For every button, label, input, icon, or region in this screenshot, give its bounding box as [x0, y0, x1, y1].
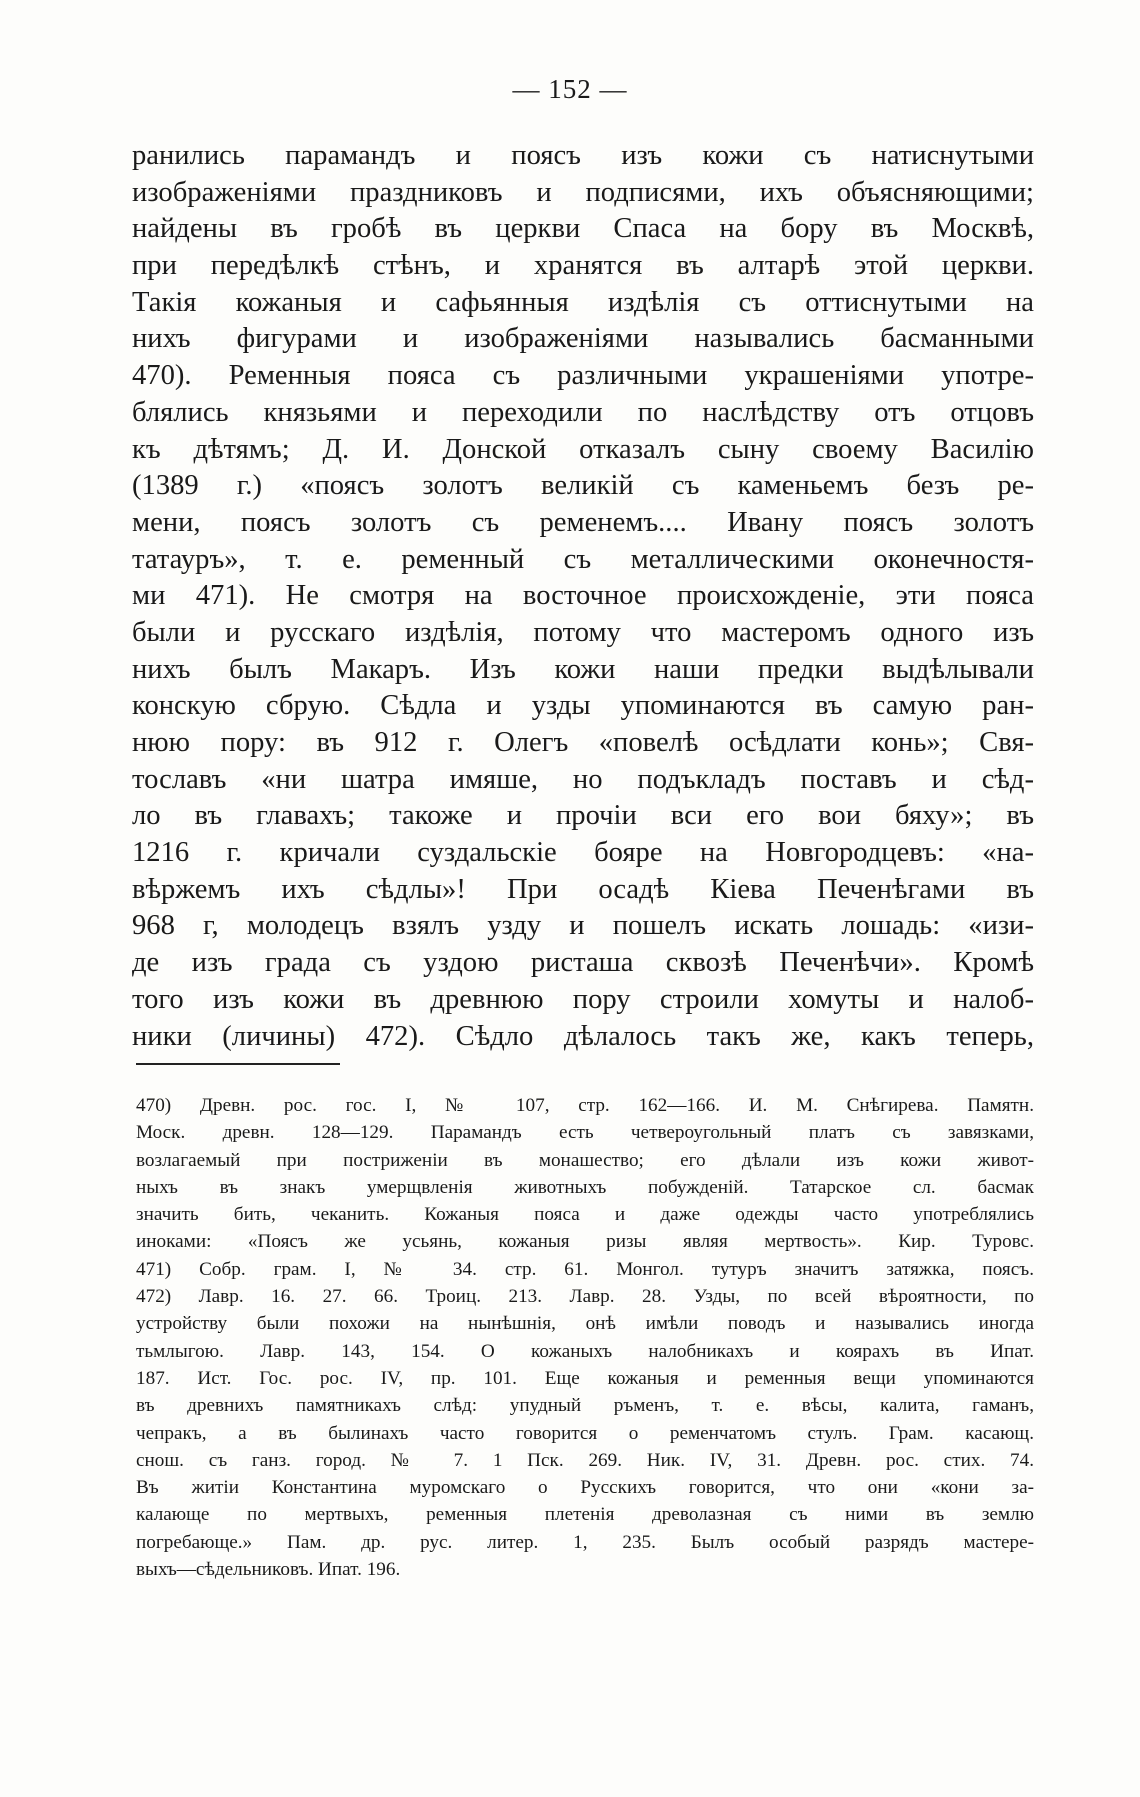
text-line: мени, поясъ золотъ съ ременемъ.... Ивану поясъ золотъ	[132, 506, 1034, 538]
text-line: ло въ главахъ; такоже и прочіи вси его вои бяху»; въ	[132, 800, 1034, 832]
footnote-line: калающе по мертвыхъ, ременныя плетенія древолазная съ ними въ землю	[136, 1504, 1034, 1526]
text-line: конскую сбрую. Сѣдла и узды упоминаются въ самую ран-	[132, 690, 1034, 722]
text-line: изображеніями праздниковъ и подписями, ихъ объясняющими;	[132, 176, 1034, 208]
text-line: тославъ «ни шатра имяше, но подъкладъ поставъ и сѣд-	[132, 763, 1034, 795]
text-line: были и русскаго издѣлія, потому что мастеромъ одного изъ	[132, 616, 1034, 648]
text-line: найдены въ гробѣ въ церкви Спаса на бору въ Москвѣ,	[132, 213, 1034, 245]
text-line: 470). Ременныя пояса съ различными украшеніями употре-	[132, 360, 1034, 392]
page-number: — 152 —	[512, 74, 628, 104]
text-line: де изъ града съ уздою ристаша сквозѣ Печенѣчи». Кромѣ	[132, 947, 1034, 979]
text-line: при передѣлкѣ стѣнъ, и хранятся въ алтарѣ этой церкви.	[132, 250, 1034, 282]
footnote-line: 187. Ист. Гос. рос. IV, пр. 101. Еще кожаныя и ременныя вещи упоминаются	[136, 1367, 1034, 1389]
footnotes	[136, 1092, 1034, 1583]
text-line: нихъ фигурами и изображеніями назывались басманными	[132, 323, 1034, 355]
footnote-divider	[136, 1063, 340, 1065]
text-line: ники (личины) 472). Сѣдло дѣлалось такъ же, какъ теперь,	[132, 1020, 1034, 1052]
footnote-line: 471) Собр. грам. I, № 34. стр. 61. Монгол. тутуръ значитъ затяжка, поясъ.	[136, 1258, 1034, 1280]
footnote-line: ныхъ въ знакъ умерщвленія животныхъ побужденій. Татарское сл. басмак	[136, 1176, 1034, 1198]
text-line: того изъ кожи въ древнюю пору строили хомуты и налоб-	[132, 983, 1034, 1015]
text-line: къ дѣтямъ; Д. И. Донской отказалъ сыну своему Василію	[132, 433, 1034, 465]
text-line: Такія кожаныя и сафьянныя издѣлія съ оттиснутыми на	[132, 286, 1034, 318]
footnote-line: устройству были похожи на нынѣшнія, онѣ имѣли поводъ и назывались иногда	[136, 1313, 1034, 1335]
footnote-line: погребающе.» Пам. др. рус. литер. 1, 235. Былъ особый разрядъ мастере-	[136, 1531, 1034, 1553]
footnote-line: возлагаемый при постриженіи въ монашество; его дѣлали изъ кожи живот-	[136, 1149, 1034, 1171]
text-line: нихъ былъ Макаръ. Изъ кожи наши предки выдѣлывали	[132, 653, 1034, 685]
text-line: 1216 г. кричали суздальскіе бояре на Новгородцевъ: «на-	[132, 837, 1034, 869]
text-line: блялись князьями и переходили по наслѣдству отъ отцовъ	[132, 396, 1034, 428]
footnote-line: чепракъ, а въ былинахъ часто говорится о ременчатомъ стулъ. Грам. касающ.	[136, 1422, 1034, 1444]
text-line: ми 471). Не смотря на восточное происхожденіе, эти пояса	[132, 580, 1034, 612]
footnote-line: значить бить, чеканить. Кожаныя пояса и даже одежды часто употреблялись	[136, 1204, 1034, 1226]
footnote-line: снош. съ ганз. город. № 7. 1 Пск. 269. Ник. IV, 31. Древн. рос. стих. 74.	[136, 1449, 1034, 1471]
footnote-line: тьмлыгою. Лавр. 143, 154. О кожаныхъ налобникахъ и коярахъ въ Ипат.	[136, 1340, 1034, 1362]
footnote-line: 472) Лавр. 16. 27. 66. Троиц. 213. Лавр. 28. Узды, по всей вѣроятности, по	[136, 1286, 1034, 1308]
main-text	[132, 138, 1034, 1055]
text-line: вѣржемъ ихъ сѣдлы»! При осадѣ Кіева Печенѣгами въ	[132, 873, 1034, 905]
text-line: нюю пору: въ 912 г. Олегъ «повелѣ осѣдлати конь»; Свя-	[132, 727, 1034, 758]
footnote-line: Моск. древн. 128—129. Парамандъ есть четвероугольный платъ съ завязками,	[136, 1122, 1034, 1144]
footnote-line: 470) Древн. рос. гос. I, № 107, стр. 162—166. И. М. Снѣгирева. Памятн.	[136, 1095, 1034, 1116]
text-line: татауръ», т. е. ременный съ металлическими оконечностя-	[132, 543, 1034, 575]
footnote-line: иноками: «Поясъ же усьянь, кожаныя ризы являя мертвость». Кир. Туровс.	[136, 1231, 1034, 1253]
text-line: ранились парамандъ и поясъ изъ кожи съ натиснутыми	[132, 140, 1034, 171]
footnote-line: выхъ—сѣдельниковъ. Ипат. 196.	[136, 1559, 401, 1581]
text-line: 968 г, молодецъ взялъ узду и пошелъ искать лошадь: «изи-	[132, 910, 1034, 942]
footnote-line: въ древнихъ памятникахъ слѣд: упудный ръменъ, т. е. вѣсы, калита, гаманъ,	[136, 1395, 1034, 1417]
footnote-line: Въ житіи Константина муромскаго о Русскихъ говорится, что они «кони за-	[136, 1477, 1034, 1499]
text-line: (1389 г.) «поясъ золотъ великій съ каменьемъ безъ ре-	[132, 470, 1034, 502]
